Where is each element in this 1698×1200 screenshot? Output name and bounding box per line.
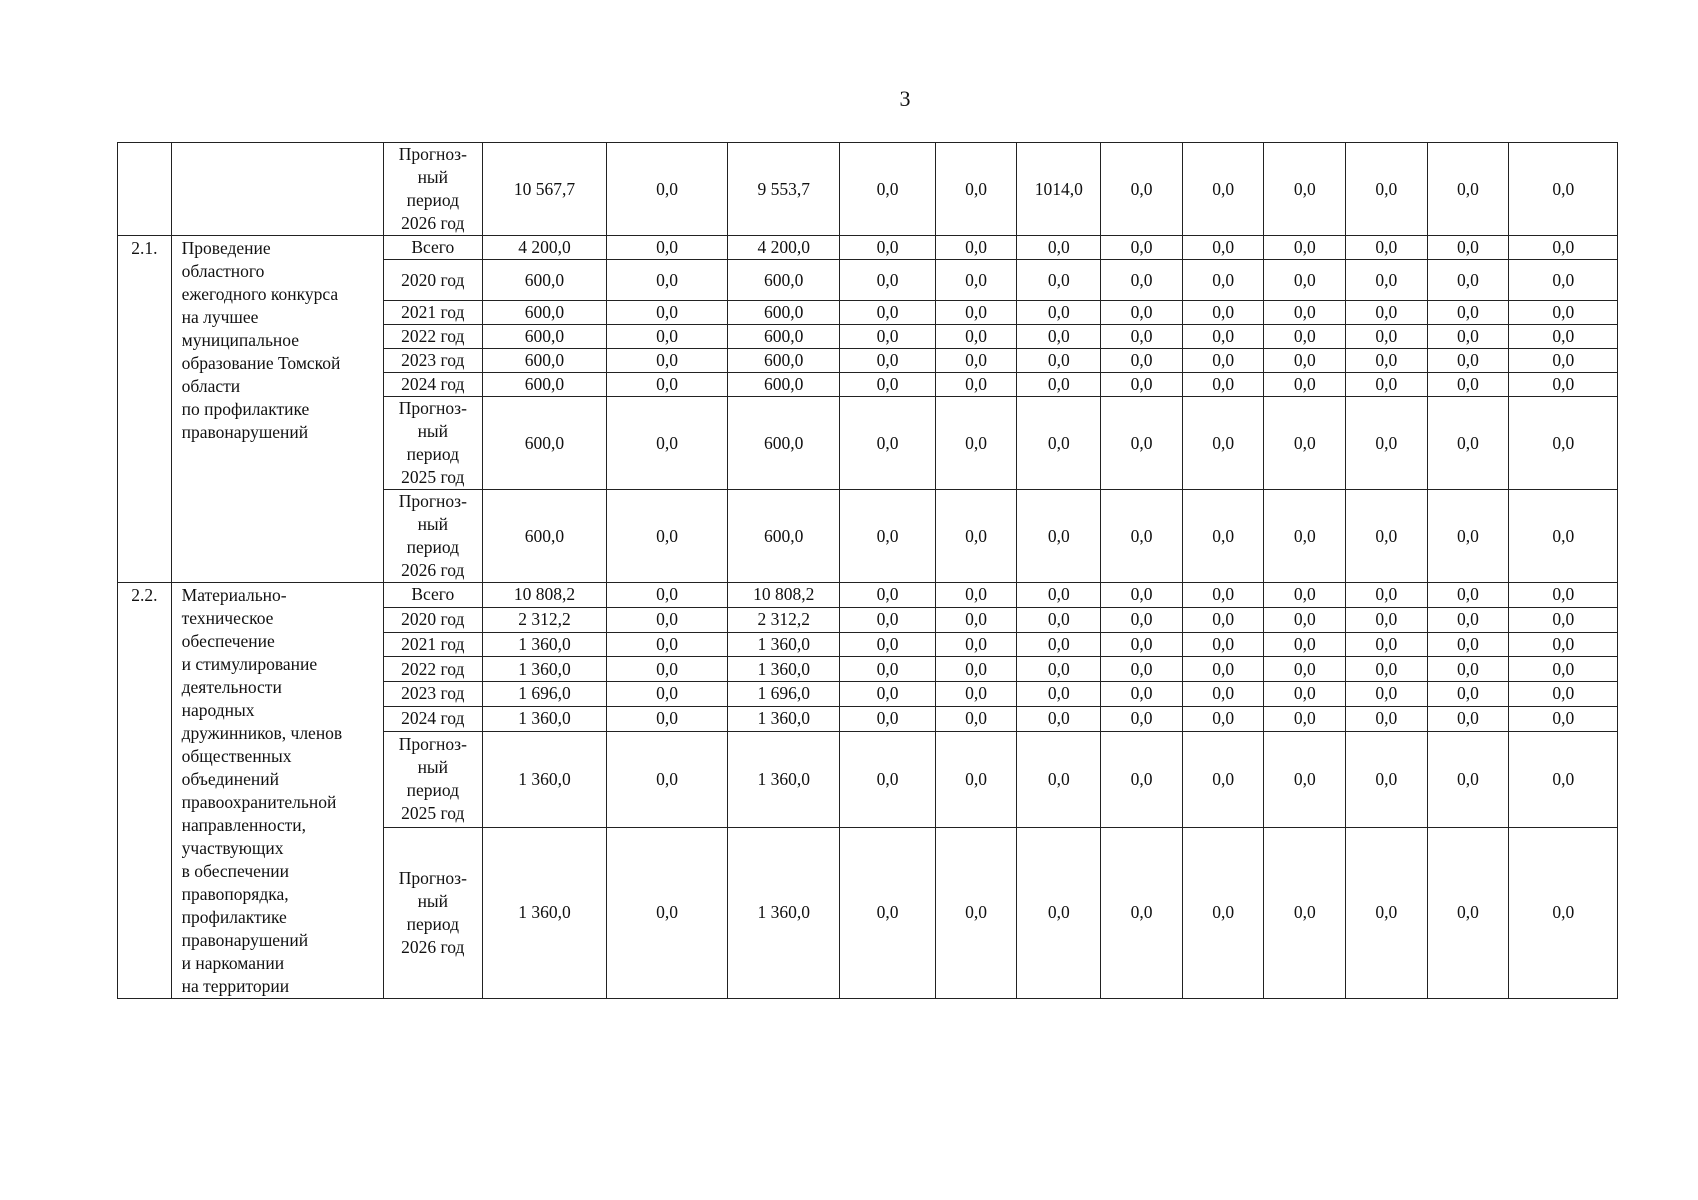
value-cell: 0,0 (935, 827, 1017, 998)
value-cell: 0,0 (1427, 349, 1509, 373)
period-line: 2024 год (401, 374, 465, 394)
period-line: период (406, 913, 460, 934)
period-line: 2020 год (401, 269, 465, 290)
value-cell: 0,0 (1509, 260, 1618, 301)
table-row (118, 583, 1698, 608)
period-line: Прогноз- (398, 867, 467, 888)
value-cell: 0,0 (1346, 657, 1428, 682)
event-name-line: Проведение (181, 238, 271, 258)
section-number: 2.2. (118, 583, 172, 999)
value-cell: 0,0 (1509, 731, 1618, 827)
period-line: Прогноз- (398, 398, 467, 418)
value-cell: 0,0 (607, 583, 728, 608)
value-cell: 0,0 (607, 143, 728, 236)
value-cell: 0,0 (1427, 397, 1509, 490)
value-cell: 0,0 (840, 682, 935, 707)
value-cell: 1 360,0 (728, 632, 840, 657)
value-cell: 600,0 (482, 260, 606, 301)
value-cell: 0,0 (840, 731, 935, 827)
event-name-line: правонарушений (181, 930, 309, 950)
value-cell: 0,0 (607, 301, 728, 325)
period-cell (383, 349, 482, 373)
period-line: 2025 год (401, 803, 465, 824)
event-name-line: обеспечение (181, 631, 275, 651)
value-cell: 0,0 (840, 490, 935, 583)
value-cell: 0,0 (840, 657, 935, 682)
value-cell: 0,0 (935, 706, 1017, 731)
value-cell: 0,0 (840, 607, 935, 632)
value-cell: 4 200,0 (482, 236, 606, 260)
value-cell: 0,0 (1182, 490, 1264, 583)
value-cell: 0,0 (1101, 349, 1183, 373)
value-cell: 0,0 (1017, 607, 1101, 632)
value-cell: 600,0 (728, 349, 840, 373)
table-row (118, 143, 1698, 236)
value-cell: 0,0 (935, 301, 1017, 325)
period-line: Прогноз- (398, 491, 467, 511)
period-line: 2021 год (401, 633, 465, 654)
period-cell (383, 657, 482, 682)
value-cell: 1014,0 (1017, 143, 1101, 236)
value-cell: 0,0 (1182, 301, 1264, 325)
event-name-line: по профилактике (181, 399, 310, 419)
period-line: период (406, 780, 460, 801)
value-cell: 0,0 (1101, 607, 1183, 632)
value-cell: 0,0 (1509, 607, 1618, 632)
event-name-line: правопорядка, (181, 884, 289, 904)
value-cell: 0,0 (1509, 301, 1618, 325)
value-cell: 0,0 (1264, 632, 1346, 657)
value-cell: 0,0 (1427, 583, 1509, 608)
value-cell: 0,0 (840, 325, 935, 349)
value-cell: 1 696,0 (728, 682, 840, 707)
value-cell: 600,0 (482, 373, 606, 397)
value-cell: 0,0 (1182, 583, 1264, 608)
value-cell: 0,0 (1264, 260, 1346, 301)
value-cell: 0,0 (1346, 731, 1428, 827)
period-cell (383, 632, 482, 657)
value-cell: 0,0 (1017, 373, 1101, 397)
value-cell: 0,0 (1427, 373, 1509, 397)
event-name-line: правоохранительной (181, 792, 337, 812)
period-cell (383, 682, 482, 707)
value-cell: 0,0 (1017, 632, 1101, 657)
period-line: Прогноз- (398, 734, 467, 755)
period-line: Всего (411, 237, 455, 257)
value-cell: 0,0 (1427, 731, 1509, 827)
value-cell: 1 360,0 (482, 632, 606, 657)
period-cell (383, 325, 482, 349)
value-cell: 0,0 (1346, 583, 1428, 608)
period-cell (383, 827, 482, 998)
value-cell: 0,0 (1427, 325, 1509, 349)
value-cell: 0,0 (1264, 827, 1346, 998)
period-cell (383, 731, 482, 827)
value-cell: 0,0 (1101, 731, 1183, 827)
value-cell: 0,0 (1017, 397, 1101, 490)
table-row (118, 236, 1698, 260)
value-cell: 0,0 (1101, 143, 1183, 236)
value-cell: 0,0 (607, 657, 728, 682)
period-line: 2020 год (401, 609, 465, 630)
value-cell: 4 200,0 (728, 236, 840, 260)
row-number-cell (118, 143, 172, 236)
value-cell: 0,0 (1182, 632, 1264, 657)
value-cell: 0,0 (1264, 583, 1346, 608)
value-cell: 0,0 (1427, 260, 1509, 301)
value-cell: 2 312,2 (728, 607, 840, 632)
event-name-line: муниципальное (181, 330, 300, 350)
event-name-line: общественных (181, 746, 292, 766)
period-line: Прогноз- (398, 144, 467, 164)
event-name-cell (171, 583, 383, 999)
value-cell: 0,0 (1509, 490, 1618, 583)
period-cell (383, 236, 482, 260)
value-cell: 0,0 (935, 373, 1017, 397)
value-cell: 0,0 (607, 607, 728, 632)
value-cell: 0,0 (935, 325, 1017, 349)
value-cell: 0,0 (1017, 349, 1101, 373)
period-line: 2026 год (401, 936, 465, 957)
value-cell: 0,0 (840, 373, 935, 397)
period-line: период (406, 190, 460, 210)
value-cell: 0,0 (935, 260, 1017, 301)
value-cell: 600,0 (728, 260, 840, 301)
period-line: 2025 год (401, 467, 465, 487)
period-cell (383, 373, 482, 397)
value-cell: 0,0 (1427, 607, 1509, 632)
value-cell: 10 808,2 (482, 583, 606, 608)
value-cell: 0,0 (1509, 397, 1618, 490)
value-cell: 0,0 (1264, 301, 1346, 325)
value-cell: 0,0 (1264, 490, 1346, 583)
value-cell: 1 360,0 (482, 657, 606, 682)
value-cell: 600,0 (728, 397, 840, 490)
value-cell: 0,0 (935, 490, 1017, 583)
period-line: ный (417, 757, 449, 778)
value-cell: 600,0 (482, 490, 606, 583)
event-name-line: профилактике (181, 907, 287, 927)
value-cell: 0,0 (1017, 731, 1101, 827)
value-cell: 0,0 (1346, 260, 1428, 301)
event-name-line: в обеспечении (181, 861, 290, 881)
event-name-line: правонарушений (181, 422, 309, 442)
value-cell: 0,0 (1509, 657, 1618, 682)
event-name-line: на территории (181, 976, 290, 996)
value-cell: 0,0 (1101, 325, 1183, 349)
period-line: 2022 год (401, 326, 465, 346)
value-cell: 0,0 (1427, 236, 1509, 260)
value-cell: 0,0 (607, 682, 728, 707)
value-cell: 0,0 (1264, 397, 1346, 490)
value-cell: 0,0 (1346, 607, 1428, 632)
value-cell: 0,0 (840, 827, 935, 998)
value-cell: 1 360,0 (482, 706, 606, 731)
value-cell: 0,0 (1346, 706, 1428, 731)
value-cell: 0,0 (1101, 657, 1183, 682)
value-cell: 1 360,0 (728, 657, 840, 682)
value-cell: 0,0 (1509, 706, 1618, 731)
value-cell: 0,0 (1264, 325, 1346, 349)
period-line: 2021 год (401, 302, 465, 322)
value-cell: 0,0 (1017, 260, 1101, 301)
value-cell: 600,0 (728, 490, 840, 583)
value-cell: 0,0 (1509, 373, 1618, 397)
value-cell: 0,0 (1427, 706, 1509, 731)
page-number: 3 (899, 86, 911, 111)
value-cell: 0,0 (607, 632, 728, 657)
value-cell: 0,0 (1182, 397, 1264, 490)
value-cell: 0,0 (840, 349, 935, 373)
period-cell (383, 260, 482, 301)
value-cell: 0,0 (1182, 827, 1264, 998)
value-cell: 9 553,7 (728, 143, 840, 236)
value-cell: 0,0 (1182, 236, 1264, 260)
value-cell: 0,0 (1264, 657, 1346, 682)
value-cell: 0,0 (1509, 583, 1618, 608)
value-cell: 0,0 (1264, 731, 1346, 827)
value-cell: 0,0 (1101, 301, 1183, 325)
value-cell: 0,0 (1182, 325, 1264, 349)
period-cell (383, 706, 482, 731)
value-cell: 0,0 (1182, 260, 1264, 301)
event-name-cell (171, 236, 383, 583)
value-cell: 2 312,2 (482, 607, 606, 632)
value-cell: 0,0 (1017, 657, 1101, 682)
period-line: 2024 год (401, 708, 465, 729)
value-cell: 1 696,0 (482, 682, 606, 707)
value-cell: 0,0 (840, 301, 935, 325)
value-cell: 0,0 (935, 657, 1017, 682)
event-name-line: дружинников, членов (181, 723, 343, 743)
value-cell: 0,0 (1017, 827, 1101, 998)
value-cell: 1 360,0 (482, 827, 606, 998)
value-cell: 0,0 (1182, 657, 1264, 682)
period-cell (383, 397, 482, 490)
value-cell: 600,0 (482, 301, 606, 325)
value-cell: 0,0 (1101, 706, 1183, 731)
value-cell: 0,0 (1264, 682, 1346, 707)
value-cell: 600,0 (482, 349, 606, 373)
event-name-line: техническое (181, 608, 274, 628)
value-cell: 0,0 (1017, 490, 1101, 583)
value-cell: 0,0 (607, 349, 728, 373)
event-name-line: образование Томской (181, 353, 341, 373)
value-cell: 1 360,0 (728, 731, 840, 827)
value-cell: 0,0 (840, 143, 935, 236)
event-name-line: участвующих (181, 838, 284, 858)
value-cell: 10 808,2 (728, 583, 840, 608)
value-cell: 0,0 (935, 607, 1017, 632)
value-cell: 0,0 (1264, 373, 1346, 397)
period-cell (383, 490, 482, 583)
value-cell: 0,0 (1264, 349, 1346, 373)
event-name-line: деятельности (181, 677, 282, 697)
value-cell: 0,0 (607, 325, 728, 349)
event-name-line: и наркомании (181, 953, 285, 973)
value-cell: 0,0 (1509, 632, 1618, 657)
value-cell: 0,0 (1346, 632, 1428, 657)
value-cell: 0,0 (1182, 349, 1264, 373)
value-cell: 0,0 (1427, 490, 1509, 583)
value-cell: 0,0 (840, 632, 935, 657)
value-cell: 0,0 (1017, 583, 1101, 608)
period-line: период (406, 537, 460, 557)
value-cell: 0,0 (1101, 583, 1183, 608)
value-cell: 1 360,0 (728, 827, 840, 998)
period-cell (383, 143, 482, 236)
value-cell: 0,0 (1427, 301, 1509, 325)
value-cell: 0,0 (1264, 236, 1346, 260)
value-cell: 0,0 (607, 827, 728, 998)
period-line: ный (417, 514, 449, 534)
value-cell: 0,0 (840, 397, 935, 490)
period-line: 2023 год (401, 683, 465, 704)
value-cell: 0,0 (1427, 827, 1509, 998)
value-cell: 0,0 (1346, 490, 1428, 583)
value-cell: 600,0 (728, 301, 840, 325)
value-cell: 0,0 (607, 260, 728, 301)
value-cell: 0,0 (1182, 682, 1264, 707)
event-name-cell (171, 143, 383, 236)
value-cell: 1 360,0 (728, 706, 840, 731)
value-cell: 0,0 (1346, 301, 1428, 325)
value-cell: 0,0 (1017, 706, 1101, 731)
value-cell: 0,0 (1346, 349, 1428, 373)
period-line: 2026 год (401, 560, 465, 580)
value-cell: 0,0 (840, 706, 935, 731)
value-cell: 600,0 (728, 325, 840, 349)
value-cell: 0,0 (1346, 827, 1428, 998)
value-cell: 0,0 (1101, 682, 1183, 707)
value-cell: 600,0 (482, 397, 606, 490)
value-cell: 0,0 (1509, 349, 1618, 373)
value-cell: 0,0 (935, 349, 1017, 373)
value-cell: 0,0 (1509, 682, 1618, 707)
value-cell: 0,0 (935, 397, 1017, 490)
value-cell: 0,0 (1017, 325, 1101, 349)
event-name-line: ежегодного конкурса (181, 284, 339, 304)
value-cell: 0,0 (1427, 682, 1509, 707)
value-cell: 0,0 (607, 731, 728, 827)
event-name-line: и стимулирование (181, 654, 318, 674)
event-name-line: народных (181, 700, 255, 720)
value-cell: 0,0 (840, 260, 935, 301)
event-name-line: областного (181, 261, 265, 281)
value-cell: 0,0 (1264, 706, 1346, 731)
value-cell: 0,0 (935, 632, 1017, 657)
value-cell: 0,0 (1427, 632, 1509, 657)
period-line: период (406, 444, 460, 464)
value-cell: 0,0 (1427, 657, 1509, 682)
value-cell: 0,0 (1182, 143, 1264, 236)
value-cell: 0,0 (1101, 827, 1183, 998)
section-number: 2.1. (118, 236, 172, 583)
period-line: ный (417, 421, 449, 441)
value-cell: 0,0 (1017, 301, 1101, 325)
value-cell: 0,0 (607, 236, 728, 260)
event-name-line: области (181, 376, 241, 396)
value-cell: 0,0 (1346, 236, 1428, 260)
period-cell (383, 301, 482, 325)
value-cell: 0,0 (1182, 373, 1264, 397)
value-cell: 600,0 (482, 325, 606, 349)
period-cell (383, 607, 482, 632)
event-name-line: на лучшее (181, 307, 259, 327)
value-cell: 0,0 (1346, 325, 1428, 349)
value-cell: 0,0 (1101, 260, 1183, 301)
value-cell: 0,0 (607, 706, 728, 731)
period-line: ный (417, 890, 449, 911)
value-cell: 0,0 (935, 682, 1017, 707)
value-cell: 0,0 (1101, 490, 1183, 583)
period-line: 2022 год (401, 658, 465, 679)
period-line: 2026 год (401, 213, 465, 233)
period-line: ный (417, 167, 449, 187)
value-cell: 0,0 (1509, 236, 1618, 260)
value-cell: 0,0 (935, 236, 1017, 260)
value-cell: 0,0 (1101, 373, 1183, 397)
value-cell: 0,0 (1346, 397, 1428, 490)
value-cell: 0,0 (1182, 706, 1264, 731)
value-cell: 0,0 (1264, 143, 1346, 236)
value-cell: 0,0 (1346, 682, 1428, 707)
value-cell: 0,0 (1017, 236, 1101, 260)
period-cell (383, 583, 482, 608)
event-name-line: направленности, (181, 815, 307, 835)
value-cell: 1 360,0 (482, 731, 606, 827)
value-cell: 0,0 (607, 373, 728, 397)
budget-table (117, 142, 1698, 999)
value-cell: 0,0 (1101, 397, 1183, 490)
value-cell: 0,0 (1264, 607, 1346, 632)
value-cell: 0,0 (935, 583, 1017, 608)
value-cell: 0,0 (1346, 143, 1428, 236)
value-cell: 0,0 (607, 490, 728, 583)
value-cell: 0,0 (1346, 373, 1428, 397)
event-name-line: объединений (181, 769, 279, 789)
value-cell: 0,0 (1101, 236, 1183, 260)
value-cell: 0,0 (1509, 827, 1618, 998)
period-line: Всего (411, 584, 455, 605)
value-cell: 0,0 (1017, 682, 1101, 707)
value-cell: 0,0 (840, 236, 935, 260)
period-line: 2023 год (401, 350, 465, 370)
value-cell: 0,0 (1509, 143, 1618, 236)
event-name-line: Материально- (181, 585, 287, 605)
value-cell: 600,0 (728, 373, 840, 397)
value-cell: 0,0 (935, 731, 1017, 827)
value-cell: 0,0 (1509, 325, 1618, 349)
value-cell: 0,0 (607, 397, 728, 490)
value-cell: 10 567,7 (482, 143, 606, 236)
value-cell: 0,0 (935, 143, 1017, 236)
value-cell: 0,0 (840, 583, 935, 608)
value-cell: 0,0 (1101, 632, 1183, 657)
value-cell: 0,0 (1182, 731, 1264, 827)
value-cell: 0,0 (1182, 607, 1264, 632)
value-cell: 0,0 (1427, 143, 1509, 236)
